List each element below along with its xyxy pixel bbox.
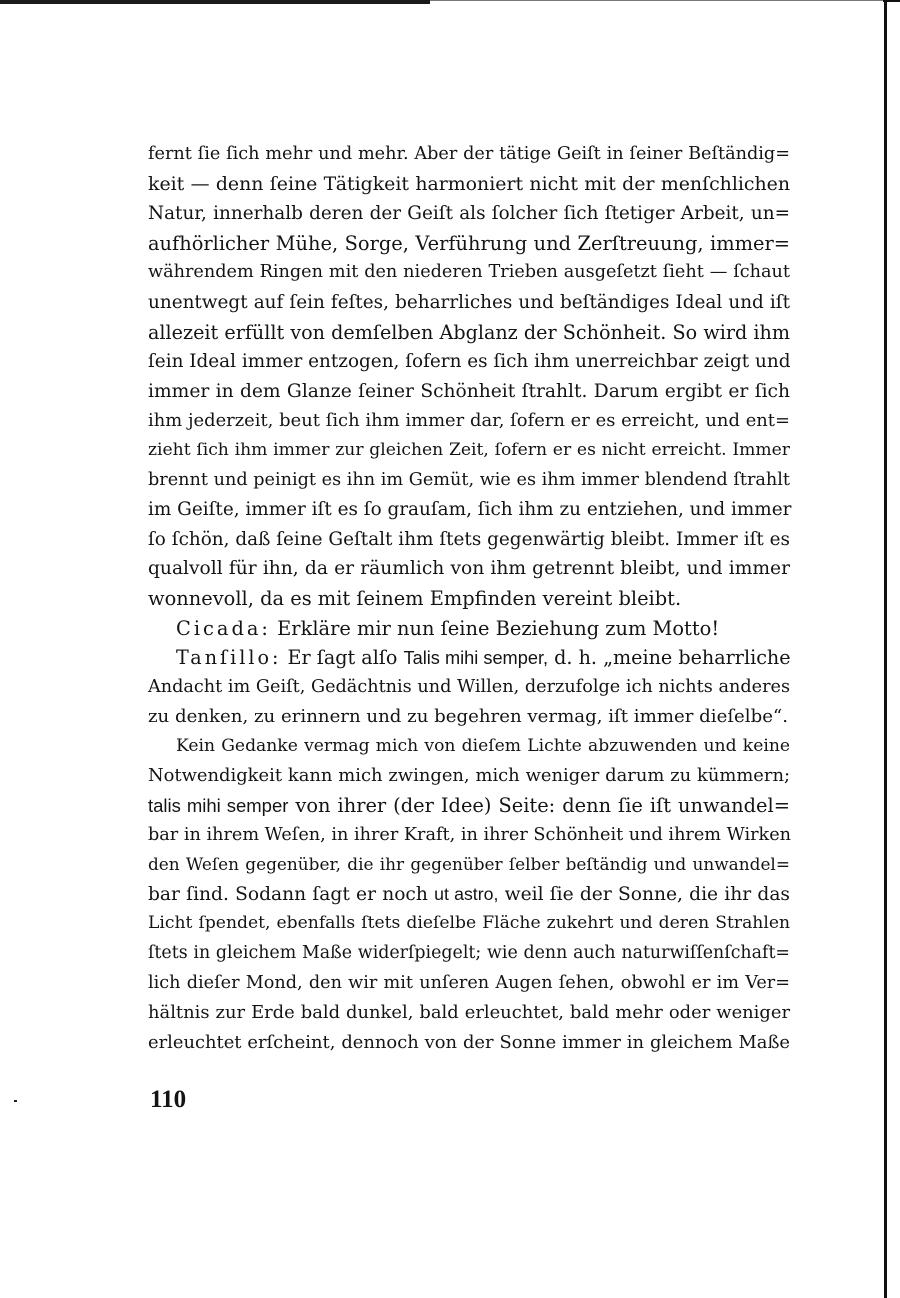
- speaker-name: Tanſillo:: [176, 646, 282, 670]
- text-line: zu denken, zu erinnern und zu begehren vermag, iſt immer dieſelbe“.: [148, 706, 788, 728]
- page-body: [148, 140, 790, 1057]
- text-line: Natur, innerhalb deren der Geiſt als ſolcher ſich ſtetiger Arbeit, un=: [148, 203, 790, 225]
- text-line: fernt ſie ſich mehr und mehr. Aber der tätige Geiſt in ſeiner Beſtändig=: [148, 144, 790, 164]
- text-segment: bar ſind. Sodann ſagt er noch: [148, 883, 428, 905]
- text-line: Andacht im Geiſt, Gedächtnis und Willen, derzufolge ich nichts anderes: [148, 676, 790, 697]
- scan-speck: [14, 1100, 17, 1102]
- latin-phrase: ut astro,: [434, 883, 499, 904]
- text-line: erleuchtet erſcheint, dennoch von der Sonne immer in gleichem Maße: [148, 1031, 790, 1053]
- dialogue-cicada: [148, 614, 790, 644]
- text-line: hältnis zur Erde bald dunkel, bald erleuchtet, bald mehr oder weniger: [148, 1002, 790, 1024]
- text-line: währendem Ringen mit den niederen Trieben ausgeſetzt ſieht — ſchaut: [148, 262, 790, 283]
- text-line: [148, 880, 790, 910]
- text-line: wonnevoll, da es mit ſeinem Empfinden vereint bleibt.: [148, 586, 682, 610]
- dialogue-tansillo: [148, 643, 790, 673]
- text-line: zieht ſich ihm immer zur gleichen Zeit, ſofern er es nicht erreicht. Immer: [148, 439, 790, 460]
- text-line: den Weſen gegenüber, die ihr gegenüber ſelber beſtändig und unwandel=: [148, 854, 790, 875]
- text-line: ihm jederzeit, beut ſich ihm immer dar, ſofern er es erreicht, und ent=: [148, 410, 790, 432]
- text-line: qualvoll für ihn, da er räumlich von ihm getrennt bleibt, und immer: [148, 558, 790, 580]
- scan-edge-top-thin: [430, 0, 885, 1]
- text-line: Notwendigkeit kann mich zwingen, mich weniger darum zu kümmern;: [148, 765, 790, 787]
- dialogue-text: Erkläre mir nun ſeine Beziehung zum Motto!: [277, 616, 720, 640]
- text-line: ſein Ideal immer entzogen, ſofern es ſich ihm unerreichbar zeigt und: [148, 351, 791, 373]
- dialogue-text: Er ſagt alſo: [287, 646, 398, 670]
- page-edge-line: [884, 0, 887, 1298]
- dialogue-text: d. h. „meine beharrliche: [554, 646, 791, 670]
- text-line: brennt und peinigt es ihn im Gemüt, wie es ihm immer blendend ſtrahlt: [148, 469, 790, 490]
- latin-motto: Talis mihi semper,: [403, 648, 549, 669]
- text-segment: von ihrer (der Idee) Seite: denn ſie iſt unwandel=: [295, 794, 790, 818]
- text-line: Kein Gedanke vermag mich von dieſem Lichte abzuwenden und keine: [176, 735, 790, 756]
- text-line: Licht ſpendet, ebenfalls ſtets dieſelbe Fläche zukehrt und deren Strahlen: [148, 913, 790, 934]
- text-segment: weil ſie der Sonne, die ihr das: [504, 883, 790, 905]
- latin-motto: talis mihi semper: [148, 795, 289, 817]
- text-line: allezeit erfüllt von demſelben Abglanz der Schönheit. So wird ihm: [148, 320, 790, 344]
- text-line: im Geiſte, immer iſt es ſo grauſam, ſich ihm zu entziehen, und immer: [148, 499, 792, 521]
- page-number: 110: [150, 1086, 187, 1113]
- text-line: [148, 791, 790, 821]
- text-line: immer in dem Glanze ſeiner Schönheit ſtrahlt. Darum ergibt er ſich: [148, 380, 790, 402]
- text-line: unentwegt auf ſein feſtes, beharrliches und beſtändiges Ideal und iſt: [148, 291, 790, 313]
- text-line: ſtets in gleichem Maße widerſpiegelt; wie denn auch naturwiſſenſchaft=: [148, 943, 790, 964]
- text-line: keit — denn ſeine Tätigkeit harmoniert nicht mit der menſchlichen: [148, 172, 790, 195]
- text-line: aufhörlicher Mühe, Sorge, Verführung und Zerſtreuung, immer=: [148, 231, 790, 255]
- scan-edge-top: [0, 0, 430, 4]
- text-line: ſo ſchön, daß ſeine Geſtalt ihm ſtets gegenwärtig bleibt. Immer iſt es: [148, 528, 790, 550]
- text-line: bar in ihrem Weſen, in ihrer Kraft, in ihrer Schönheit und ihrem Wirken: [148, 824, 792, 845]
- text-line: lich dieſer Mond, den wir mit unſeren Augen ſehen, obwohl er im Ver=: [148, 972, 790, 993]
- speaker-name: Cicada:: [176, 616, 271, 640]
